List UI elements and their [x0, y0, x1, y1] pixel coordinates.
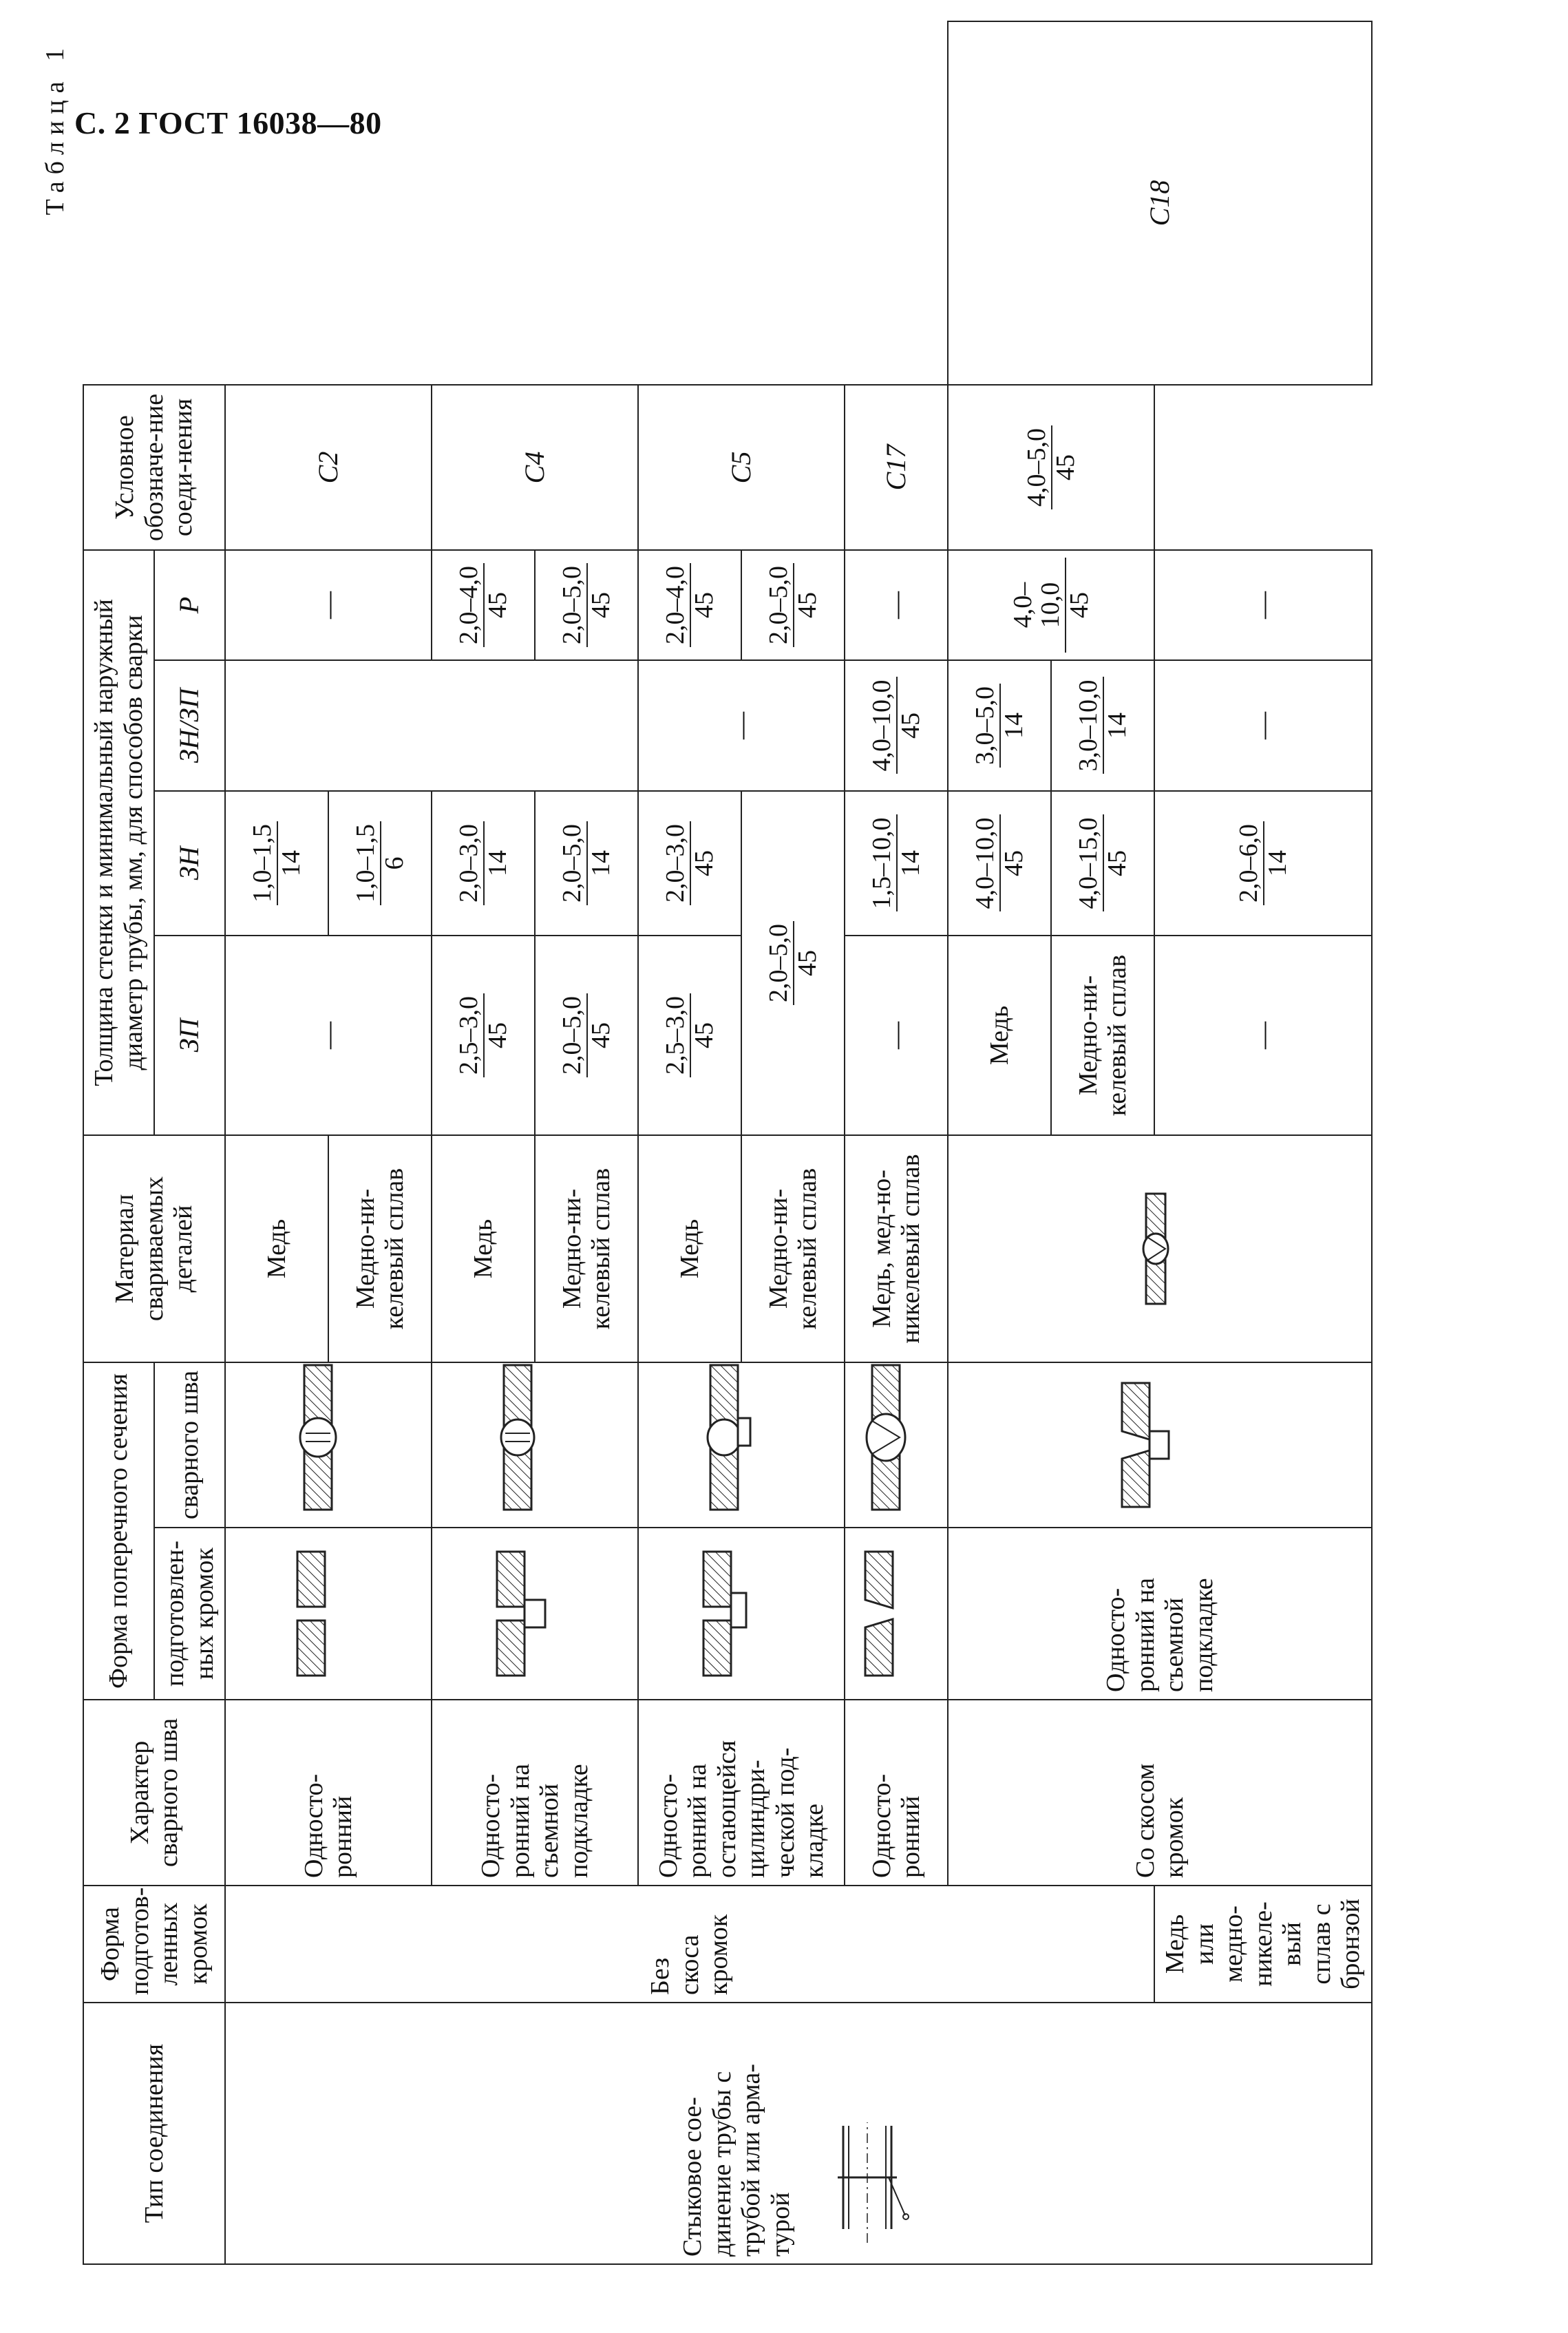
c2-cuni-zn-dia: 6 [380, 856, 410, 870]
c18-cuni-zp-dia: 45 [1103, 850, 1132, 876]
material-c18-cuni: Медно-ни-келевый сплав [1051, 936, 1154, 1135]
table-caption: Таблица 1 [41, 41, 70, 215]
c18-r-dia: 45 [1051, 454, 1081, 481]
material-c18-copper: Медь [948, 936, 1051, 1135]
square-butt-edges-icon [284, 1545, 373, 1682]
material-c5-cuni: Медно-ни-келевый сплав [741, 1135, 845, 1362]
c4-cuni-r-range: 2,0–5,0 [559, 563, 588, 647]
header-designation: Условное обозначе-ние соеди-нения [83, 385, 225, 550]
c4-cu-zp-dia: 45 [483, 1022, 513, 1048]
c4-cuni-zp [535, 936, 638, 1135]
c17-zn-dia: 14 [896, 850, 926, 876]
c18-cuni-zp [1051, 791, 1154, 936]
c5-cu-zn-range: 2,0–3,0 [662, 821, 691, 905]
designation-c17: С17 [845, 385, 948, 550]
weld-seam-c5-icon [690, 1355, 793, 1520]
c17-znzp-range: 4,0–10,0 [869, 677, 898, 774]
c2-r: — [225, 550, 432, 660]
designation-c2: С2 [225, 385, 432, 550]
c17-znzp [845, 660, 948, 791]
c18-cu-zp [948, 791, 1051, 936]
c18-br-zp: — [1154, 936, 1372, 1135]
prepared-edges-c4 [432, 1528, 638, 1700]
c18-br-znzp: — [1154, 660, 1372, 791]
prepared-edges-c5 [638, 1528, 845, 1700]
joint-type-text: Стыковое сое-динение трубы с трубой или арма-турой [678, 2064, 795, 2257]
header-prepared-edges: подготовлен-ных кромок [154, 1528, 225, 1700]
c2-zp: — [225, 936, 432, 1135]
c18-r [948, 385, 1154, 550]
c5-cuni-zp-zn [741, 791, 845, 1135]
c18-znzp-range: 4,0–10,0 [1010, 558, 1066, 653]
table-row-c2-copper [225, 21, 328, 2264]
c4-cuni-zn-dia: 14 [586, 850, 616, 876]
weld-seam-c17 [845, 1362, 948, 1528]
joint-type-cell [225, 2003, 1372, 2264]
c2-cu-zn-dia: 14 [277, 850, 306, 876]
c5-cuni-zpzn-dia: 45 [793, 950, 823, 976]
prepared-edges-c18 [948, 1362, 1372, 1528]
c4-cu-zn-dia: 14 [483, 850, 513, 876]
material-c4-copper: Медь [432, 1135, 535, 1362]
c5-cu-r-range: 2,0–4,0 [662, 563, 691, 647]
header-method-zp: ЗП [154, 936, 225, 1135]
c5-cu-zp-range: 2,5–3,0 [662, 993, 691, 1077]
material-c17: Медь, мед-но-никелевый сплав [845, 1135, 948, 1362]
designation-c5: С5 [638, 385, 845, 550]
header-material: Материал свариваемых деталей [83, 1135, 225, 1362]
weld-char-removable-backing-2: Односто-ронний на съемной подкладке [948, 1528, 1372, 1700]
edge-form-bevel: Со скосом кромок [948, 1700, 1372, 1886]
c5-cu-r-dia: 45 [690, 591, 719, 618]
c18-cu-zn-dia: 14 [999, 712, 1029, 739]
edges-with-backing-icon [483, 1545, 586, 1682]
material-c18-bronze: Медь или медно-никеле-вый сплав с бронзой [1154, 1886, 1372, 2003]
pipe-joint-sketch [823, 2010, 919, 2257]
c4-cuni-zn [535, 791, 638, 936]
designation-c4: С4 [432, 385, 638, 550]
material-c5-copper: Медь [638, 1135, 741, 1362]
header-method-zn: ЗН [154, 791, 225, 936]
c5-cuni-r-range: 2,0–5,0 [765, 563, 794, 647]
c4-cuni-r [535, 550, 638, 660]
c17-zn [845, 791, 948, 936]
c2-c4-znzp-empty [225, 660, 638, 791]
header-edge-form: Форма подготов-ленных кромок [83, 1886, 225, 2003]
weld-seam-c2-icon [284, 1355, 373, 1520]
c18-cu-zn [948, 660, 1051, 791]
weld-seam-c18-icon [1115, 1166, 1205, 1331]
prepared-edges-c17 [845, 1528, 948, 1700]
weld-seam-c2 [225, 1362, 432, 1528]
weld-seam-c5 [638, 1362, 845, 1528]
c4-cu-zn [432, 791, 535, 936]
c18-cu-zp-dia: 45 [999, 850, 1029, 876]
weld-char-removable-backing: Односто-ронний на съемной подкладке [432, 1700, 638, 1886]
weld-char-remaining-backing: Односто-ронний на остающейся цилиндри-ческой под-кладке [638, 1700, 845, 1886]
c18-r-range: 4,0–5,0 [1024, 425, 1052, 509]
c4-cu-zp [432, 936, 535, 1135]
beveled-edges-with-backing-icon [1108, 1376, 1211, 1514]
header-weld-seam: сварного шва [154, 1362, 225, 1528]
header-thickness: Толщина стенки и минимальный наружный диаметр трубы, мм, для способов сварки [83, 550, 154, 1135]
material-c2-copper: Медь [225, 1135, 328, 1362]
c4-cu-zn-range: 2,0–3,0 [456, 821, 485, 905]
page-header: С. 2 ГОСТ 16038—80 [74, 105, 382, 140]
c2-cu-zn [225, 791, 328, 936]
rotated-table-container [41, 21, 1535, 2265]
c2-cu-zn-range: 1,0–1,5 [249, 821, 278, 905]
weld-seam-c18 [948, 1135, 1372, 1362]
pipe-joint-icon [823, 2119, 912, 2257]
header-row-1 [83, 21, 154, 2264]
c2-cuni-zn [328, 791, 432, 936]
weld-seam-c4-icon [483, 1355, 586, 1520]
weld-joints-table [83, 21, 1373, 2265]
header-method-r: Р [154, 550, 225, 660]
c17-znzp-dia: 45 [896, 712, 926, 739]
c17-zp: — [845, 936, 948, 1135]
c18-br-r: — [1154, 550, 1372, 660]
c18-cuni-zn-range: 3,0–10,0 [1075, 677, 1104, 774]
c4-cu-r [432, 550, 535, 660]
weld-char-one-sided-2: Односто-ронний [845, 1700, 948, 1886]
c18-cuni-zn [1051, 660, 1154, 791]
weld-seam-c17-icon [851, 1355, 941, 1520]
c4-cu-r-range: 2,0–4,0 [456, 563, 485, 647]
c5-cu-zn-dia: 45 [690, 850, 719, 876]
header-joint-type: Тип соединения [83, 2003, 225, 2264]
edges-with-remaining-backing-icon [690, 1545, 793, 1682]
edge-form-no-bevel: Без скоса кромок [225, 1886, 1154, 2003]
c4-cuni-zn-range: 2,0–5,0 [559, 821, 588, 905]
c18-znzp-dia: 45 [1065, 591, 1094, 618]
c18-br-zn [1154, 791, 1372, 936]
c17-zn-range: 1,5–10,0 [869, 815, 898, 912]
weld-seam-c4 [432, 1362, 638, 1528]
material-c4-cuni: Медно-ни-келевый сплав [535, 1135, 638, 1362]
c18-znzp [948, 550, 1154, 660]
beveled-edges-icon [851, 1545, 941, 1682]
material-c2-cuni: Медно-ни-келевый сплав [328, 1135, 432, 1362]
c18-br-zn-range: 2,0–6,0 [1236, 821, 1264, 905]
c5-cuni-r-dia: 45 [793, 591, 823, 618]
c18-cuni-zp-range: 4,0–15,0 [1075, 815, 1104, 912]
header-method-znzp: ЗН/ЗП [154, 660, 225, 791]
c5-cu-zn [638, 791, 741, 936]
c5-cu-zp-dia: 45 [690, 1022, 719, 1048]
c17-r: — [845, 550, 948, 660]
c18-br-zn-dia: 14 [1263, 850, 1293, 876]
weld-char-one-sided: Односто-ронний [225, 1700, 432, 1886]
c4-cu-zp-range: 2,5–3,0 [456, 993, 485, 1077]
c4-cuni-r-dia: 45 [586, 591, 616, 618]
c5-cuni-zpzn-range: 2,0–5,0 [765, 921, 794, 1005]
c4-cuni-zp-dia: 45 [586, 1022, 616, 1048]
header-weld-character: Характер сварного шва [83, 1700, 225, 1886]
c5-cuni-r [741, 550, 845, 660]
designation-c18: С18 [948, 21, 1372, 385]
c5-cu-r [638, 550, 741, 660]
header-cross-section: Форма поперечного сечения [83, 1362, 154, 1700]
c18-cuni-zn-dia: 14 [1103, 712, 1132, 739]
c4-cuni-zp-range: 2,0–5,0 [559, 993, 588, 1077]
prepared-edges-c2 [225, 1528, 432, 1700]
c2-cuni-zn-range: 1,0–1,5 [352, 821, 381, 905]
c18-cu-zn-range: 3,0–5,0 [972, 684, 1001, 768]
c18-cu-zp-range: 4,0–10,0 [972, 815, 1001, 912]
c4-c5-znzp: — [638, 660, 845, 791]
c5-cu-zp [638, 936, 741, 1135]
c4-cu-r-dia: 45 [483, 591, 513, 618]
